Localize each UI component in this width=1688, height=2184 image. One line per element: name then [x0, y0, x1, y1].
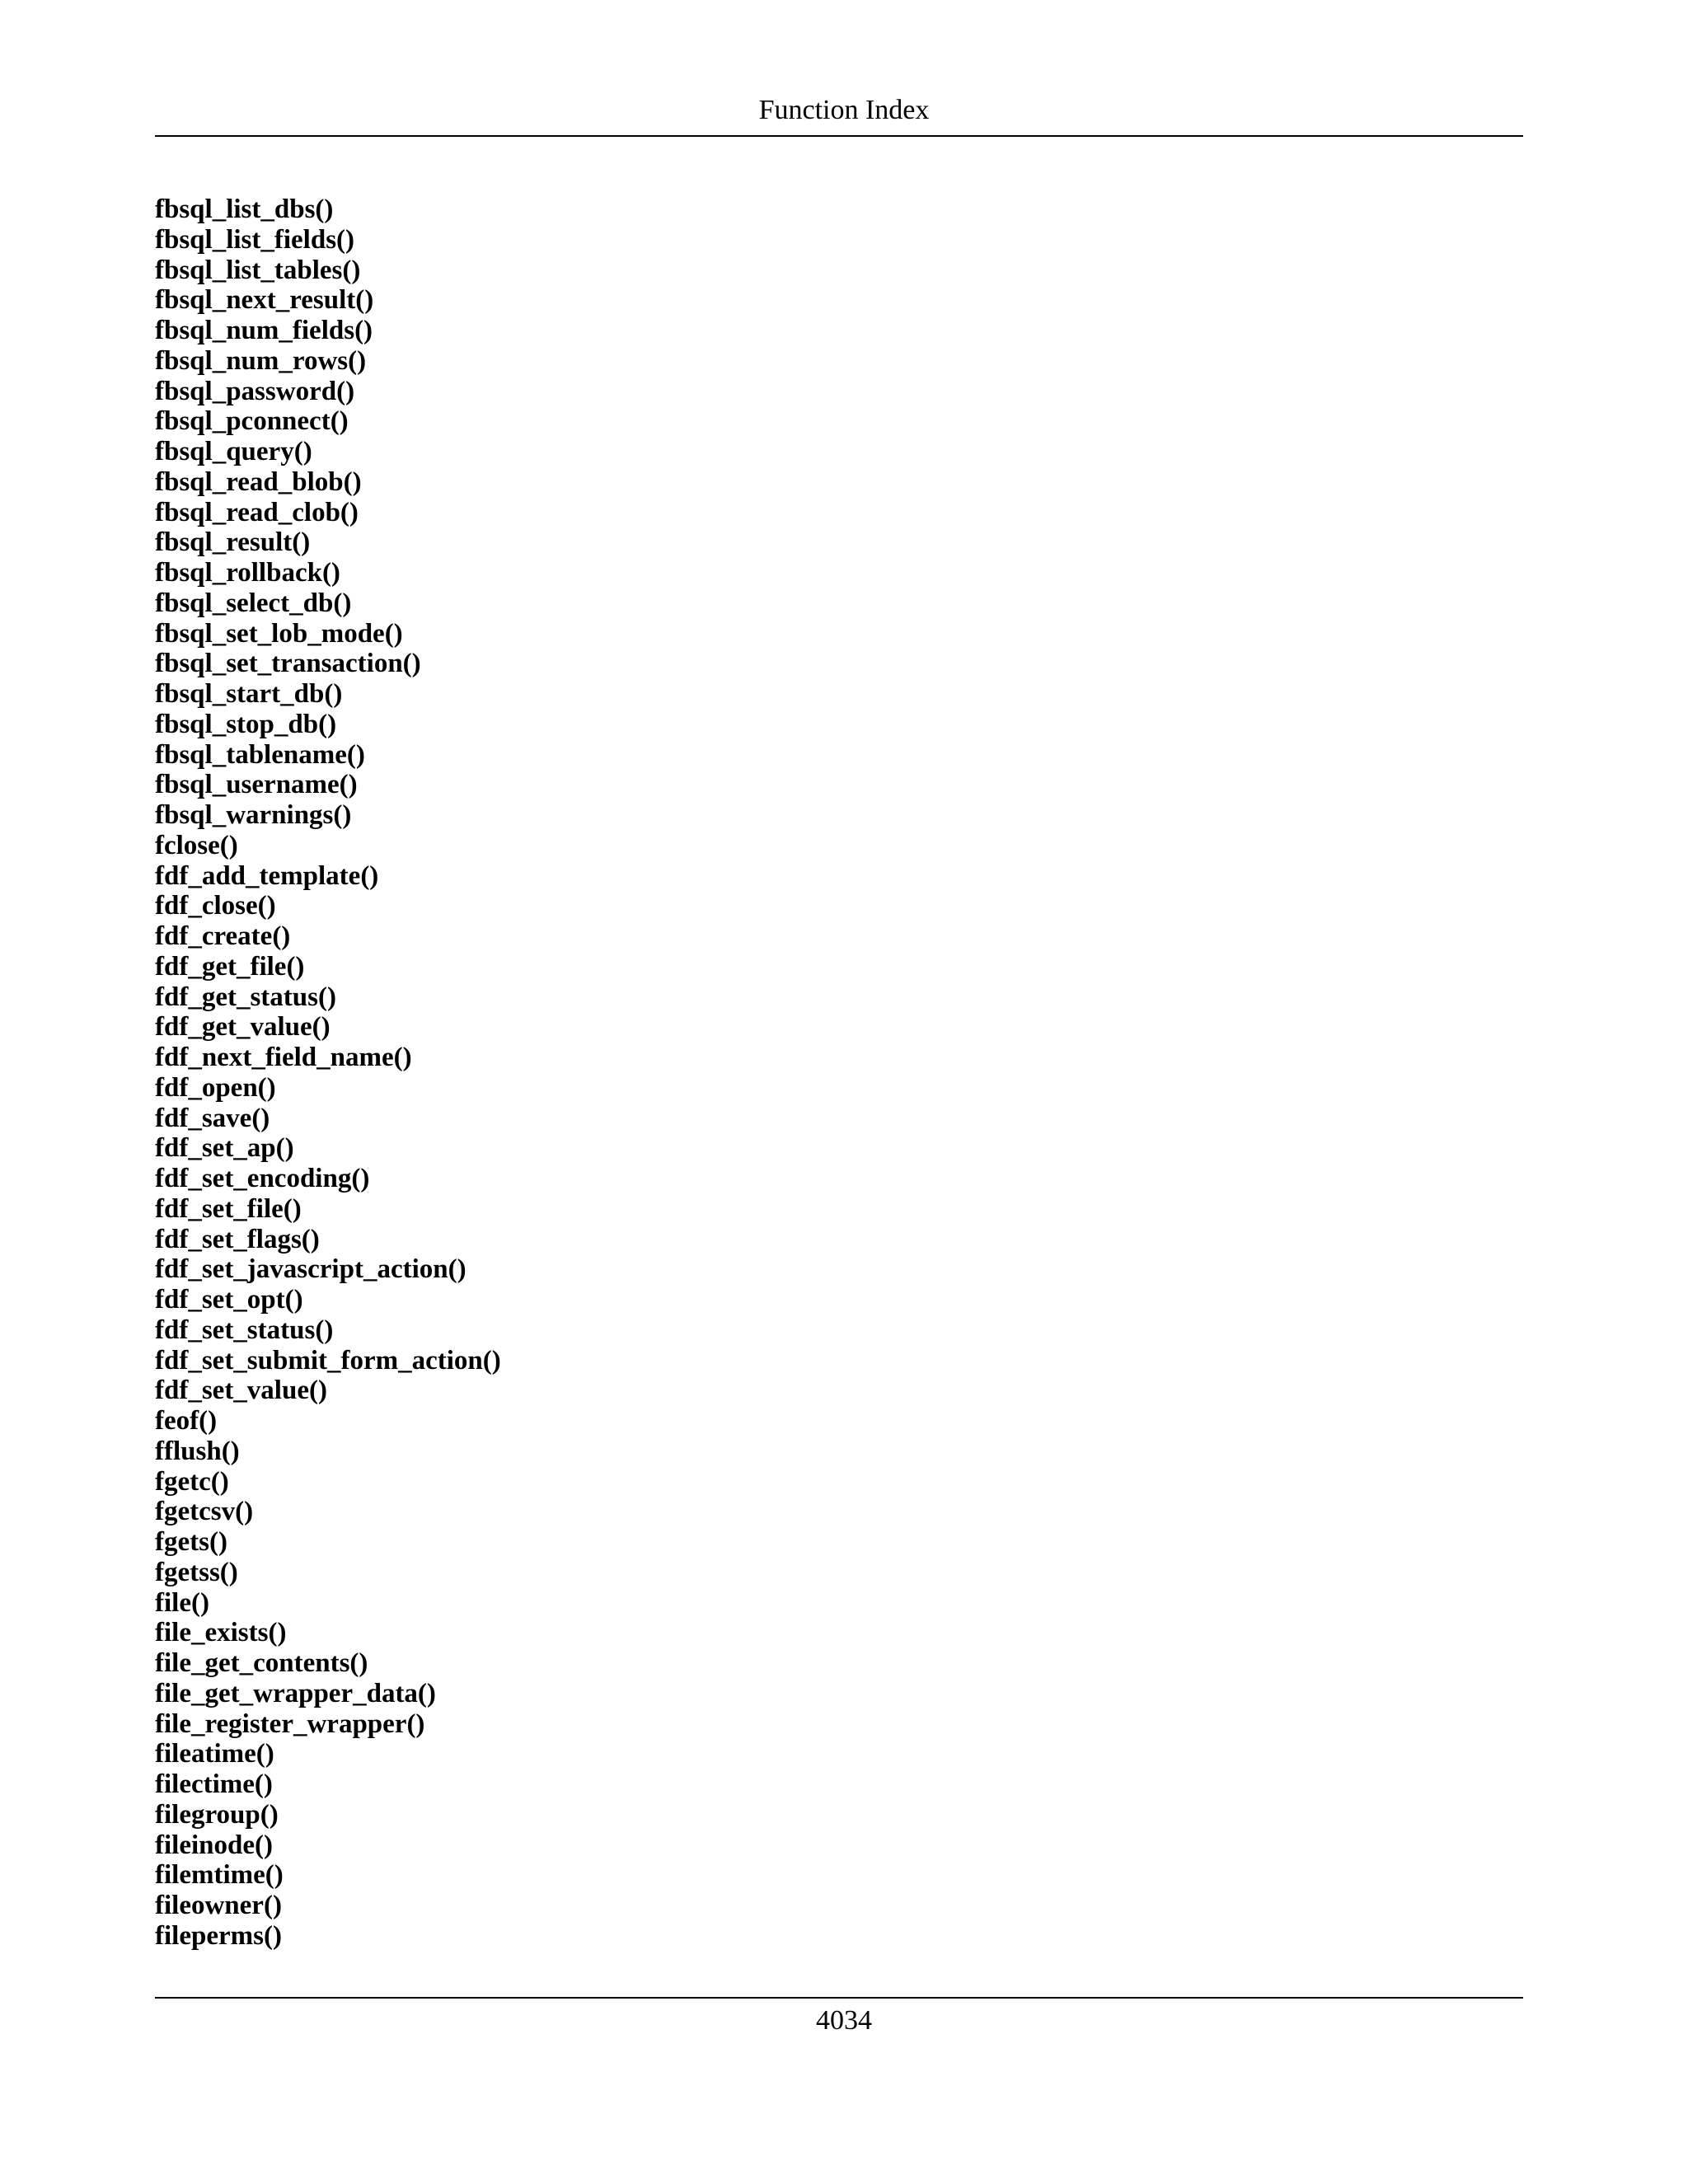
- function-entry: fbsql_result(): [155, 527, 311, 558]
- function-entry: fdf_set_javascript_action(): [155, 1254, 467, 1285]
- function-entry: fdf_get_status(): [155, 982, 336, 1012]
- function-entry: fdf_get_file(): [155, 951, 305, 982]
- function-entry: fdf_set_status(): [155, 1315, 334, 1345]
- function-entry: fbsql_num_fields(): [155, 316, 373, 345]
- function-entry: fbsql_num_rows(): [155, 345, 367, 376]
- function-entry: fileatime(): [155, 1739, 274, 1769]
- function-entry: fileowner(): [155, 1891, 282, 1920]
- function-entry: fdf_set_encoding(): [155, 1164, 370, 1193]
- page-number: 4034: [816, 2005, 872, 2036]
- function-entry: fclose(): [155, 830, 238, 860]
- function-entry: fdf_open(): [155, 1072, 276, 1103]
- function-entry: file_exists(): [155, 1618, 287, 1648]
- function-entry: fbsql_next_result(): [155, 285, 374, 316]
- function-entry: fbsql_warnings(): [155, 800, 352, 830]
- function-entry: fdf_close(): [155, 891, 276, 921]
- function-entry: fdf_create(): [155, 921, 291, 951]
- page-header-title: Function Index: [758, 95, 930, 125]
- function-entry: fbsql_password(): [155, 376, 355, 406]
- function-entry: fdf_set_value(): [155, 1376, 327, 1406]
- function-entry: fbsql_username(): [155, 770, 358, 800]
- function-entry: file(): [155, 1587, 209, 1618]
- function-entry: filectime(): [155, 1769, 273, 1799]
- function-entry: fgetcsv(): [155, 1497, 254, 1527]
- function-entry: fbsql_set_transaction(): [155, 649, 421, 679]
- function-entry: file_register_wrapper(): [155, 1708, 425, 1739]
- function-entry: fdf_set_opt(): [155, 1285, 303, 1315]
- function-entry: fbsql_pconnect(): [155, 406, 349, 437]
- function-entry: fbsql_list_tables(): [155, 255, 361, 285]
- function-entry: fileinode(): [155, 1830, 273, 1860]
- footer-rule: [155, 1997, 1523, 1999]
- function-entry: filemtime(): [155, 1860, 284, 1891]
- function-entry: fdf_save(): [155, 1103, 270, 1133]
- function-entry: fbsql_read_clob(): [155, 497, 359, 527]
- header-rule: [155, 135, 1523, 137]
- function-entry: fbsql_list_dbs(): [155, 194, 334, 224]
- function-entry: fileperms(): [155, 1920, 282, 1951]
- function-entry: fbsql_rollback(): [155, 558, 340, 588]
- function-entry: fdf_add_template(): [155, 860, 379, 891]
- function-entry: fbsql_select_db(): [155, 588, 352, 618]
- function-entry: fdf_next_field_name(): [155, 1043, 412, 1072]
- function-entry: fbsql_set_lob_mode(): [155, 618, 403, 649]
- function-entry: fdf_set_flags(): [155, 1224, 320, 1254]
- function-entry: fbsql_list_fields(): [155, 224, 355, 255]
- function-entry: fbsql_stop_db(): [155, 709, 337, 739]
- function-entry: fbsql_read_blob(): [155, 466, 362, 497]
- function-entry: file_get_wrapper_data(): [155, 1678, 436, 1708]
- function-entry: fbsql_start_db(): [155, 679, 343, 709]
- function-entry: fbsql_query(): [155, 437, 312, 466]
- function-entry: fgetc(): [155, 1466, 229, 1497]
- function-entry: fgets(): [155, 1527, 227, 1557]
- function-entry: fbsql_tablename(): [155, 739, 365, 770]
- function-entry: fdf_set_ap(): [155, 1133, 294, 1164]
- function-entry: fdf_get_value(): [155, 1012, 331, 1043]
- function-entry: fdf_set_submit_form_action(): [155, 1345, 501, 1376]
- function-entry: fdf_set_file(): [155, 1193, 302, 1224]
- function-entry: fgetss(): [155, 1557, 238, 1587]
- function-index-list: [155, 194, 501, 1952]
- function-entry: filegroup(): [155, 1799, 279, 1830]
- function-entry: feof(): [155, 1406, 218, 1436]
- function-entry: file_get_contents(): [155, 1648, 368, 1678]
- function-entry: fflush(): [155, 1436, 240, 1466]
